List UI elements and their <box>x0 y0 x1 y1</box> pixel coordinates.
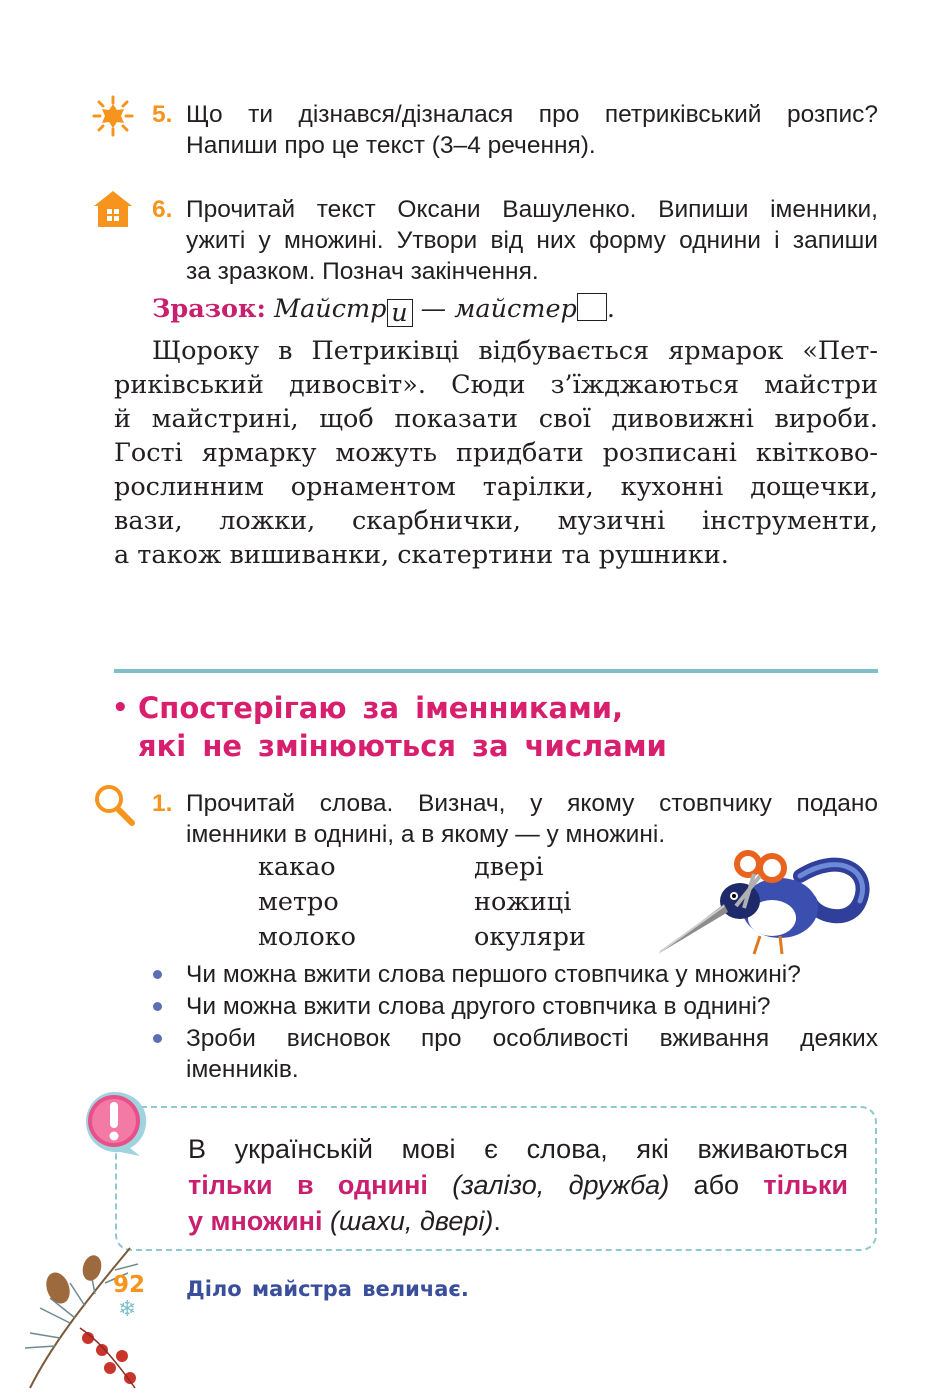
sample-label: Зразок: <box>152 294 266 324</box>
exclamation-icon <box>80 1088 152 1158</box>
rule-line: В українській мові є слова, які вживаються <box>188 1134 848 1164</box>
footer-proverb: Діло майстра величає. <box>186 1277 469 1301</box>
task-text-line: ужиті у множині. Утвори від них форму однини і запиши <box>186 227 878 254</box>
sample-word-2: майстер <box>454 294 577 324</box>
bullet-dot <box>153 970 162 979</box>
task-text-line: іменники в однині, а в якому — у множині. <box>186 821 666 848</box>
passage-line: а також вишиванки, скатертини та рушники. <box>114 540 729 570</box>
heading-line: Спостерігаю за іменниками, <box>138 691 624 725</box>
task-number: 6. <box>152 196 173 223</box>
rule-highlight: тільки <box>763 1170 848 1200</box>
heading-line: які не змінюються за числами <box>138 729 667 763</box>
snowflake-icon: ❄ <box>118 1296 137 1321</box>
rule-highlight: тільки в однині <box>188 1170 428 1200</box>
rule-text <box>188 1131 848 1239</box>
passage-line: Гості ярмарку можуть придбати розписані квітково- <box>114 438 878 468</box>
task-number: 5. <box>152 101 173 128</box>
house-icon <box>92 189 134 229</box>
conclusion-line: Зроби висновок про особливості вживання деяких <box>186 1025 878 1052</box>
empty-ending-box <box>577 293 607 321</box>
rule-highlight: у множині <box>188 1206 323 1236</box>
sample-line <box>152 292 615 327</box>
word: метро <box>258 887 339 917</box>
rule-example: (шахи, двері) <box>322 1206 494 1236</box>
bullet-dot <box>153 1034 162 1043</box>
word: ножиці <box>474 887 572 917</box>
task-text-line: Що ти дізнався/дізналася про петриківський розпис? <box>186 101 878 128</box>
passage-line: Щороку в Петриківці відбувається ярмарок «Пет- <box>152 336 878 366</box>
sample-end: . <box>606 294 615 324</box>
passage-line: риківський дивосвіт». Сюди з’їжджаються майстри <box>114 370 878 400</box>
word-column-2 <box>474 850 586 955</box>
task-text-line: за зразком. Познач закінчення. <box>186 258 539 285</box>
word: молоко <box>258 922 357 952</box>
word-column-1 <box>258 850 356 955</box>
branch-decoration-icon <box>10 1228 160 1394</box>
task-text-line: Прочитай слова. Визнач, у якому стовпчику подано <box>186 790 878 817</box>
bullet-dot <box>153 1002 162 1011</box>
rule-end: . <box>493 1206 501 1236</box>
passage-line: вази, ложки, скарбнички, музичні інструменти, <box>114 506 878 536</box>
sample-word: Майстр <box>273 294 387 324</box>
word: двері <box>474 852 544 882</box>
section-divider <box>114 669 878 673</box>
passage-line: й майстрині, щоб показати свої дивовижні вироби. <box>114 404 878 434</box>
magpie-with-scissors-illustration <box>650 846 872 964</box>
heading-bullet: • <box>112 693 129 723</box>
word: окуляри <box>474 922 586 952</box>
task-text-line: Прочитай текст Оксани Вашуленко. Випиши іменники, <box>186 196 878 223</box>
sample-dash: — <box>412 294 455 324</box>
word: какао <box>258 852 336 882</box>
ending-box: и <box>387 299 413 327</box>
page-number: 92 <box>113 1272 146 1298</box>
magnifier-icon <box>92 782 136 826</box>
rule-example: (залізо, дружба) <box>427 1170 670 1200</box>
rule-joiner: або <box>669 1170 764 1200</box>
conclusion-line: іменників. <box>186 1056 299 1083</box>
sun-icon <box>92 95 134 137</box>
question-line: Чи можна вжити слова першого стовпчика у множині? <box>186 961 801 988</box>
passage-line: рослинним орнаментом тарілки, кухонні дощечки, <box>114 472 878 502</box>
task-number: 1. <box>152 790 173 817</box>
task-text-line: Напиши про це текст (3–4 речення). <box>186 132 596 159</box>
question-line: Чи можна вжити слова другого стовпчика в однині? <box>186 993 771 1020</box>
rule-line <box>188 1203 848 1239</box>
rule-line <box>188 1167 848 1203</box>
